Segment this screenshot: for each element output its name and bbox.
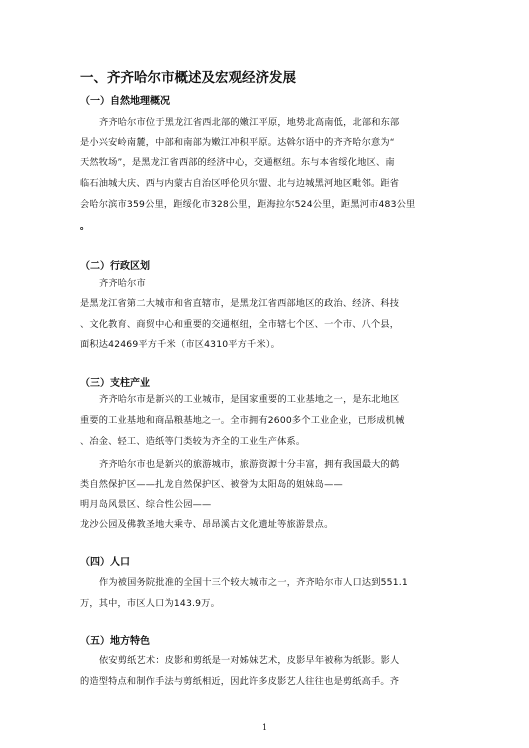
section-3-line: 类自然保护区——扎龙自然保护区、被誉为太阳岛的姐妹岛——: [80, 479, 343, 490]
section-2-line: 齐齐哈尔市: [99, 278, 146, 289]
section-3-line: 明月岛风景区、综合性公园——: [80, 499, 212, 510]
section-5-line: 的造型特点和制作手法与剪纸相近，因此许多皮影艺人往往也是剪纸高手。齐: [80, 676, 400, 687]
section-4-line: 万，其中，市区人口为143.9万。: [80, 598, 220, 609]
section-4-line: 作为被国务院批准的全国十三个较大城市之一，齐齐哈尔市人口达到551.1: [99, 577, 408, 588]
section-heading-4: （四）人口: [80, 557, 130, 568]
section-1-line: 是小兴安岭南麓，中部和南部为嫩江冲积平原。达斡尔语中的齐齐哈尔意为“: [80, 137, 395, 148]
section-2-line: 是黑龙江省第二大城市和省直辖市，是黑龙江省西部地区的政治、经济、科技: [80, 298, 400, 309]
section-3-line: 龙沙公园及佛教圣地大乘寺、昂昂溪古文化遗址等旅游景点。: [80, 519, 334, 530]
section-1-line: 会哈尔滨市359公里，距绥化市328公里，距海拉尔524公里，距黑河市483公里: [80, 199, 416, 210]
section-heading-2: （二）行政区划: [80, 261, 150, 272]
section-3-line: 齐齐哈尔市是新兴的工业城市，是国家重要的工业基地之一，是东北地区: [99, 394, 400, 405]
section-1-line: 天然牧场”，是黑龙江省西部的经济中心，交通枢纽。东与本省绥化地区、南: [80, 157, 395, 168]
page-title: 一、齐齐哈尔市概述及宏观经济发展: [80, 70, 296, 86]
section-3-line: 齐齐哈尔市也是新兴的旅游城市，旅游资源十分丰富，拥有我国最大的鹤: [99, 459, 400, 470]
section-1-line: 。: [80, 221, 90, 232]
section-heading-5: （五）地方特色: [80, 636, 150, 647]
section-3-line: 、冶金、轻工、造纸等门类较为齐全的工业生产体系。: [80, 436, 306, 447]
section-heading-3: （三）支柱产业: [80, 378, 150, 389]
section-2-line: 、文化教育、商贸中心和重要的交通枢纽，全市辖七个区、一个市、八个县，: [80, 319, 400, 330]
section-2-line: 面积达42469平方千米（市区4310平方千米）。: [80, 339, 281, 350]
section-5-line: 依安剪纸艺术：皮影和剪纸是一对姊妹艺术，皮影早年被称为纸影。影人: [99, 655, 400, 666]
section-3-line: 重要的工业基地和商品粮基地之一。全市拥有2600多个工业企业，已形成机械: [80, 415, 405, 426]
page-number: 1: [261, 723, 268, 732]
section-heading-1: （一）自然地理概况: [80, 96, 170, 107]
section-1-line: 齐齐哈尔市位于黑龙江省西北部的嫩江平原，地势北高南低，北部和东部: [99, 117, 400, 128]
section-1-line: 临石油城大庆、西与内蒙古自治区呼伦贝尔盟、北与边城黑河地区毗邻。距省: [80, 178, 400, 189]
